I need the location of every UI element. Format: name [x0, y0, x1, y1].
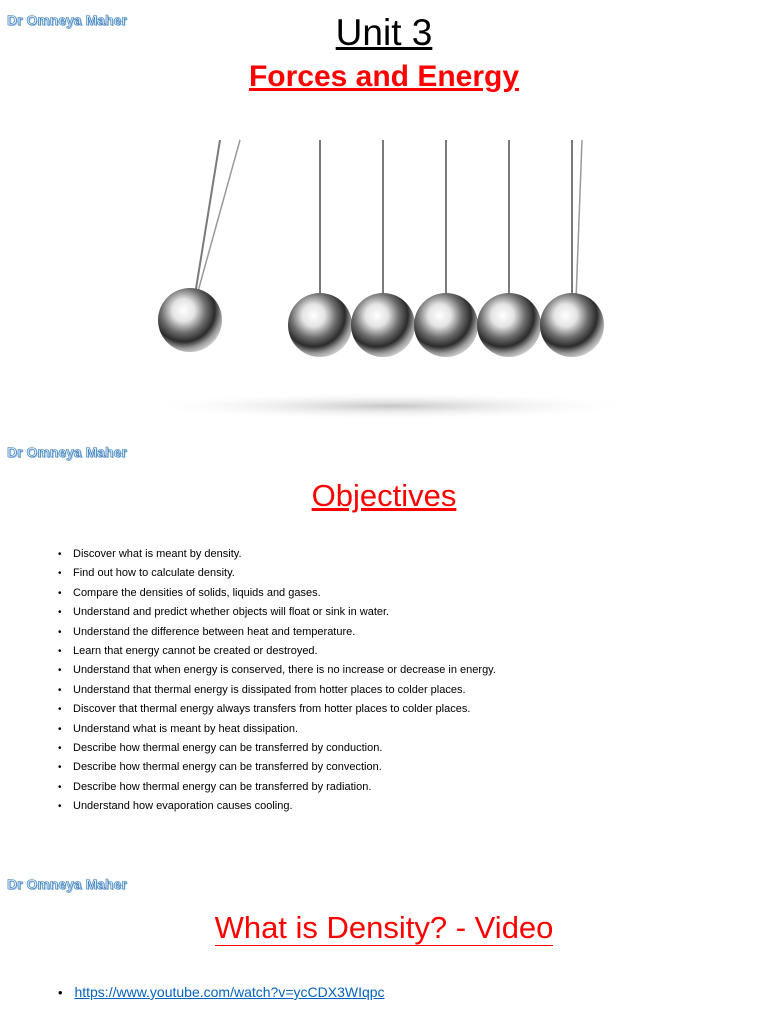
author-watermark: Dr Omneya Maher	[7, 12, 127, 28]
list-item: • Describe how thermal energy can be transferred by radiation.	[58, 778, 496, 797]
list-item: • Learn that energy cannot be created or destroyed.	[58, 642, 496, 661]
objectives-title: Objectives	[311, 478, 457, 513]
list-item: • Understand and predict whether objects will float or sink in water.	[58, 603, 496, 622]
list-item: • Find out how to calculate density.	[58, 564, 496, 583]
author-watermark: Dr Omneya Maher	[7, 876, 127, 892]
video-link[interactable]: https://www.youtube.com/watch?v=ycCDX3WIqpc	[74, 984, 385, 1000]
slide-1	[0, 0, 768, 432]
video-link-row	[58, 984, 385, 1000]
objectives-list	[58, 545, 496, 817]
list-item: • Understand that thermal energy is dissipated from hotter places to colder places.	[58, 681, 496, 700]
list-item: • Understand how evaporation causes cooling.	[58, 797, 496, 816]
list-item: • Understand the difference between heat and temperature.	[58, 623, 496, 642]
list-item: • Understand that when energy is conserved, there is no increase or decrease in energy.	[58, 661, 496, 680]
list-item: • Discover what is meant by density.	[58, 545, 496, 564]
list-item: • Describe how thermal energy can be transferred by convection.	[58, 758, 496, 777]
bullet-icon: •	[58, 985, 63, 1000]
list-item: • Compare the densities of solids, liquids and gases.	[58, 584, 496, 603]
newtons-cradle-icon	[130, 130, 650, 430]
list-item: • Discover that thermal energy always transfers from hotter places to colder places.	[58, 700, 496, 719]
author-watermark: Dr Omneya Maher	[7, 444, 127, 460]
list-item: • Describe how thermal energy can be transferred by conduction.	[58, 739, 496, 758]
video-title	[0, 910, 768, 946]
unit-subtitle: Forces and Energy	[248, 60, 520, 93]
video-title-text: What is Density? - Video	[214, 910, 554, 945]
list-item: • Understand what is meant by heat dissipation.	[58, 720, 496, 739]
unit-title: Unit 3	[335, 12, 433, 53]
